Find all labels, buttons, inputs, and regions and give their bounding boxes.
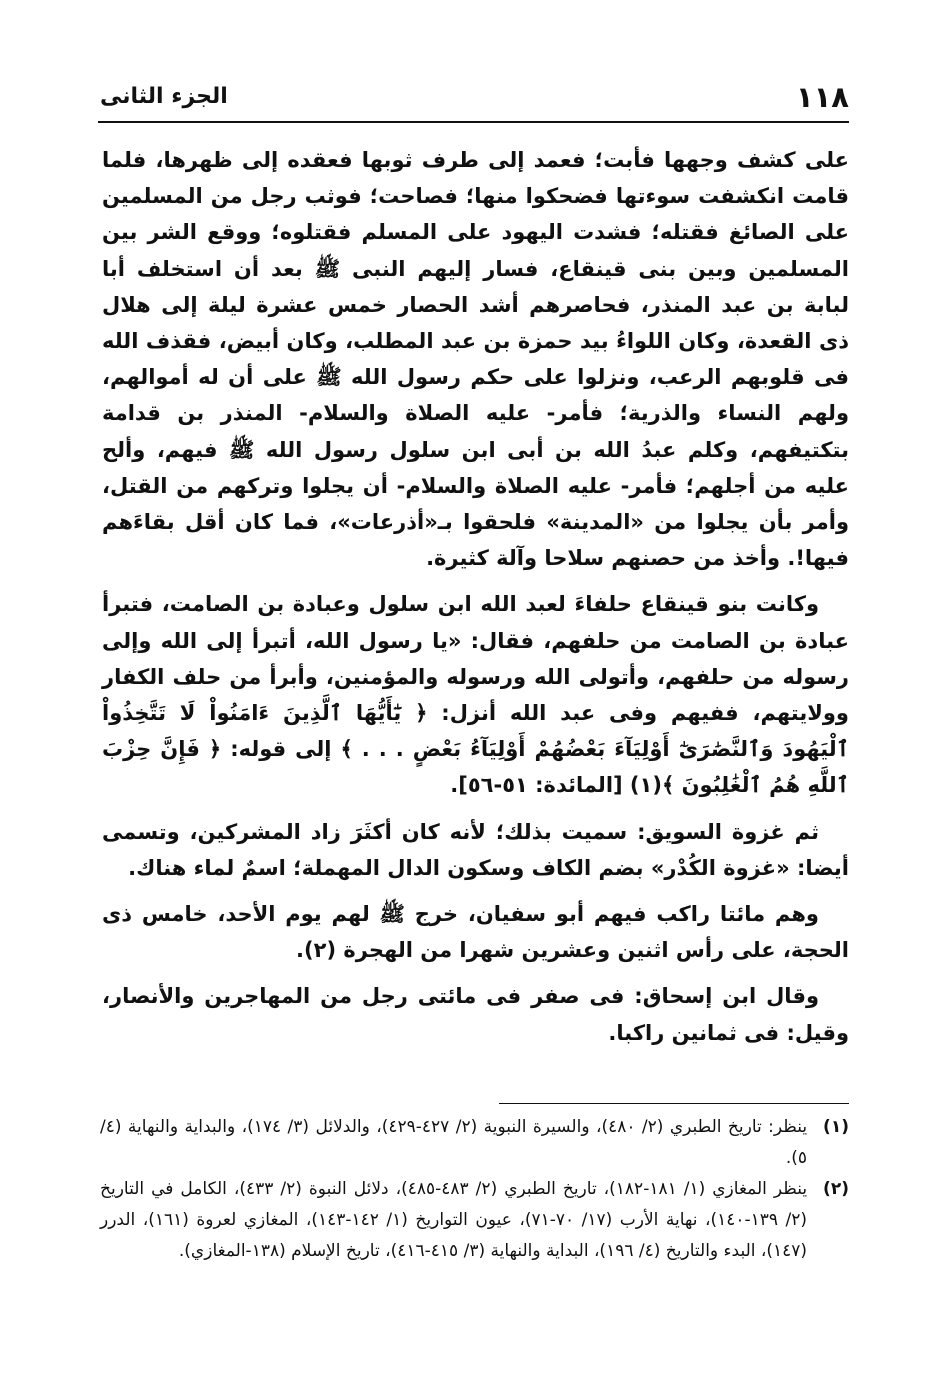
volume-title: الجزء الثانى [100,84,228,109]
footnotes [100,1112,849,1267]
footnote-text: ينظر المغازي (١/ ١٨١-١٨٢)، تاريخ الطبري (٢/ ٤٨٣-٤٨٥)، دلائل النبوة (٢/ ٤٣٣)، الكامل في التاريخ (٢/ ١٣٩-١٤٠)، نهاية الأرب (١٧/ ٧٠-٧١)، عيون التواريخ (١/ ١٤٢-١٤٣)، المغازي لعروة (١٦١)، الدرر (١٤٧)، البدء والتاريخ (٤/ ١٩٦)، البداية والنهاية (٣/ ٤١٥-٤١٦)، تاريخ الإسلام (١٣٨-المغازي). [100,1179,808,1261]
footnote-marker: (٢) [823,1179,849,1199]
header-divider [98,121,849,123]
main-text [102,142,849,1061]
paragraph-riders: وهم مائتا راكب فيهم أبو سفيان، خرج ﷺ لهم يوم الأحد، خامس ذى الحجة، على رأس اثنين وعشرين شهرا من الهجرة (٢). [102,902,849,963]
paragraph-banu-qaynuqa: على كشف وجهها فأبت؛ فعمد إلى طرف ثوبها فعقده إلى ظهرها، فلما قامت انكشفت سوءتها فضحكوا منها؛ فصاحت؛ فوثب رجل من المسلمين على الصائغ فقتله؛ فشدت اليهود على المسلم فقتلوه؛ ووقع الشر بين المسلمين وبين بنى قينقاع، فسار إليهم النبى ﷺ بعد أن استخلف أبا لبابة بن عبد المنذر، فحاصرهم أشد الحصار خمس عشرة ليلة إلى هلال ذى القعدة، وكان اللواءُ بيد حمزة بن عبد المطلب، وكان أبيض، فقذف الله فى قلوبهم الرعب، ونزلوا على حكم رسول الله ﷺ على أن له أموالهم، ولهم النساء والذرية؛ فأمر- عليه الصلاة والسلام- المنذر بن قدامة بتكتيفهم، وكلم عبدُ الله بن أبى ابن سلول رسول الله ﷺ فيهم، وألح عليه من أجلهم؛ فأمر- عليه الصلاة والسلام- أن يجلوا وتركهم من القتل، وأمر بأن يجلوا من «المدينة» فلحقوا بـ«أذرعات»، فما كان أقل بقاءَهم فيها!. وأخذ من حصنهم سلاحا وآلة كثيرة. [102,148,849,571]
footnote-2 [100,1174,849,1267]
footnote-marker: (١) [823,1117,849,1137]
paragraph-alliance: وكانت بنو قينقاع حلفاءَ لعبد الله ابن سلول وعبادة بن الصامت، فتبرأ عبادة بن الصامت من حلفهم، فقال: «يا رسول الله، أتبرأ إلى الله وإلى رسوله من حلفهم، وأتولى الله ورسوله والمؤمنين، وأبرأ من حلف الكفار وولايتهم، ففيهم وفى عبد الله أنزل: ﴿ يَٰٓأَيُّهَا ٱلَّذِينَ ءَامَنُواْ لَا تَتَّخِذُواْ ٱلْيَهُودَ وَٱلنَّصَٰرَىٰٓ أَوْلِيَآءَ بَعْضُهُمْ أَوْلِيَآءُ بَعْضٍ . . . ﴾ إلى قوله: ﴿ فَإِنَّ حِزْبَ ٱللَّهِ هُمُ ٱلْغَٰلِبُونَ ﴾(١) [المائدة: ٥١-٥٦]. [102,592,849,798]
page-number: ١١٨ [795,80,849,114]
footnote-1 [100,1112,849,1174]
paragraph-sawiq: ثم غزوة السويق: سميت بذلك؛ لأنه كان أكثَرَ زاد المشركين، وتسمى أيضا: «غزوة الكُدْر» بضم الكاف وسكون الدال المهملة؛ اسمٌ لماء هناك. [102,819,849,880]
footnote-divider [499,1103,849,1104]
paragraph-ibn-ishaq: وقال ابن إسحاق: فى صفر فى مائتى رجل من المهاجرين والأنصار، وقيل: فى ثمانين راكبا. [102,984,849,1045]
footnote-text: ينظر: تاريخ الطبري (٢/ ٤٨٠)، والسيرة النبوية (٢/ ٤٢٧-٤٢٩)، والدلائل (٣/ ١٧٤)، والبداية والنهاية (٤/ ٥). [100,1117,808,1168]
page-header [100,78,849,116]
